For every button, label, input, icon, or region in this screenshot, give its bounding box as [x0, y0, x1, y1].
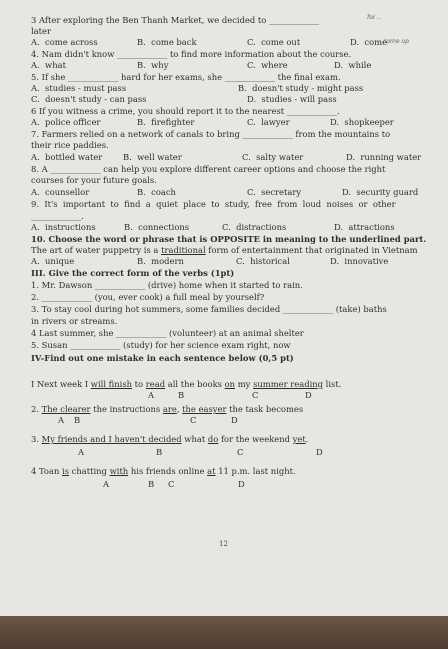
q10-text-post: form of entertainment that originated in Vietnam [205, 245, 418, 255]
q9-option-d: D. attractions [334, 222, 395, 232]
q10-option-b: B. modern [137, 256, 184, 266]
q10-option-c: C. historical [236, 256, 290, 266]
q8-option-c: C. secretary [247, 187, 302, 197]
s2-option-c: the easyer [182, 404, 227, 414]
s2-text: , [176, 404, 183, 414]
q10-sentence [31, 245, 418, 255]
s4-text: 11 p.m. last night. [215, 466, 296, 476]
q4-option-a: A. what [31, 60, 66, 70]
q4-option-d: D. while [334, 60, 372, 70]
page-number: 12 [219, 540, 228, 548]
s2-letter-d: D [231, 415, 238, 425]
s3-text: for the weekend [218, 434, 293, 444]
q6-option-d: D. shopkeeper [330, 117, 394, 127]
section4-sentence-4 [31, 466, 296, 476]
s4-option-a: is [62, 466, 70, 476]
s2-letter-a: A [58, 415, 65, 425]
q10-underlined-word: traditional [161, 245, 206, 255]
s2-text: the instructions [90, 404, 163, 414]
q3-stem: 3 After exploring the Ben Thanh Market, we decided to ____________ [31, 15, 320, 25]
q8-option-b: B. coach [137, 187, 176, 197]
q4-option-b: B. why [137, 60, 169, 70]
s4-letter-d: D [238, 479, 245, 489]
section4-sentence-2 [31, 404, 303, 414]
q6-option-a: A. police officer [31, 117, 101, 127]
s1-text: list. [323, 379, 342, 389]
q3-option-b: B. come back [137, 37, 197, 47]
s1-letter-c: C [252, 390, 259, 400]
s1-option-b: read [145, 379, 166, 389]
s4-option-c: at [207, 466, 216, 476]
q6-option-b: B. firefighter [137, 117, 195, 127]
section3-item-2: 2. ____________ (you, ever cook) a full meal by yourself? [31, 292, 265, 302]
s3-letter-c: C [237, 447, 244, 457]
section3-item-3-cont: in rivers or streams. [31, 316, 118, 326]
s1-text: to [132, 379, 146, 389]
s3-text: 3. [31, 434, 42, 444]
s4-text: 4 Toan [31, 466, 63, 476]
q8-option-d: D. security guard [342, 187, 419, 197]
q4-option-c: C. where [247, 60, 288, 70]
s3-option-ab: My friends and I haven't decided [41, 434, 182, 444]
s2-text: 2. [31, 404, 42, 414]
s2-option-a: The clearer [41, 404, 91, 414]
q7-option-d: D. running water [346, 152, 422, 162]
q3-option-a: A. come across [31, 37, 98, 47]
q7-option-b: B. well water [123, 152, 182, 162]
s4-text: his friends online [128, 466, 208, 476]
section4-heading: IV-Find out one mistake in each sentence below (0,5 pt) [31, 353, 294, 363]
s1-text: I Next week I [31, 379, 91, 389]
s1-letter-a: A [148, 390, 155, 400]
q7-stem: 7. Farmers relied on a network of canals to bring ____________ from the mountains to [31, 129, 391, 139]
s3-option-d: yet [292, 434, 306, 444]
q5-option-c: C. doesn't study - can pass [31, 94, 147, 104]
s1-letter-b: B [178, 390, 185, 400]
s1-letter-d: D [305, 390, 312, 400]
q7-option-a: A. bottled water [31, 152, 103, 162]
s2-letter-b: B [74, 415, 81, 425]
q6-stem: 6 If you witness a crime, you should report it to the nearest ____________. [31, 106, 340, 116]
s4-letter-c: C [168, 479, 175, 489]
q9-option-b: B. connections [124, 222, 190, 232]
q3-option-d: D. come [350, 37, 388, 47]
s4-text: chatting [69, 466, 110, 476]
q9-option-c: C. distractions [222, 222, 287, 232]
s1-option-a: will finish [90, 379, 133, 389]
q5-option-a: A. studies - must pass [31, 83, 127, 93]
q9-stem: 9. It's important to find a quiet place to study, free from loud noises or other [31, 199, 396, 209]
s1-text: my [235, 379, 254, 389]
s1-option-d: summer reading [253, 379, 324, 389]
q9-stem-cont: ____________. [31, 211, 84, 221]
s3-letter-a: A [78, 447, 85, 457]
section3-item-5: 5. Susan ____________ (study) for her science exam right, now [31, 340, 291, 350]
q8-stem-cont: courses for your future goals. [31, 175, 157, 185]
s2-letter-c: C [190, 415, 197, 425]
s2-option-b: are [162, 404, 177, 414]
q10-instruction: 10. Choose the word or phrase that is OPPOSITE in meaning to the underlined part. [31, 234, 427, 244]
q8-option-a: A. counsellor [31, 187, 90, 197]
q6-option-c: C. lawyer [247, 117, 290, 127]
q7-stem-cont: their rice paddies. [31, 140, 109, 150]
q7-option-c: C. salty water [242, 152, 304, 162]
q5-stem: 5. If she ____________ hard for her exams, she ____________ the final exam. [31, 72, 341, 82]
section3-item-3: 3. To stay cool during hot summers, some families decided ____________ (take) baths [31, 304, 387, 314]
s3-option-c: do [207, 434, 219, 444]
s4-letter-a: A [103, 479, 110, 489]
s2-text: the task becomes [226, 404, 304, 414]
section3-item-4: 4 Last summer, she ____________ (volunteer) at an animal shelter [31, 328, 304, 338]
section4-sentence-3 [31, 434, 308, 444]
s3-letter-b: B [156, 447, 163, 457]
q3-handwritten-option: come up [383, 38, 410, 45]
q8-stem: 8. A ____________ can help you explore different career options and choose the right [31, 164, 386, 174]
s4-letter-b: B [148, 479, 155, 489]
q10-option-a: A. unique [31, 256, 75, 266]
q3-option-c: C. come out [247, 37, 301, 47]
section3-heading: III. Give the correct form of the verbs (1pt) [31, 268, 235, 278]
q4-stem: 4. Nam didn't know ____________ to find more information about the course. [31, 49, 352, 59]
q3-handwritten-answer: for .. [367, 14, 381, 21]
q5-option-b: B. doesn't study - might pass [238, 83, 364, 93]
section3-item-1: 1. Mr. Dawson ____________ (drive) home when it started to rain. [31, 280, 303, 290]
s3-letter-d: D [316, 447, 323, 457]
q10-text-pre: The art of water puppetry is a [31, 245, 162, 255]
section4-sentence-1 [31, 379, 341, 389]
q5-option-d: D. studies - will pass [247, 94, 337, 104]
s1-text: all the books [165, 379, 225, 389]
table-surface [0, 616, 448, 649]
s4-option-b: with [109, 466, 129, 476]
q3-stem-cont: later [31, 26, 51, 36]
s3-text: . [305, 434, 309, 444]
s1-option-c: on [224, 379, 236, 389]
q10-option-d: D. innovative [330, 256, 389, 266]
q9-option-a: A. instructions [31, 222, 96, 232]
s3-text: what [181, 434, 208, 444]
